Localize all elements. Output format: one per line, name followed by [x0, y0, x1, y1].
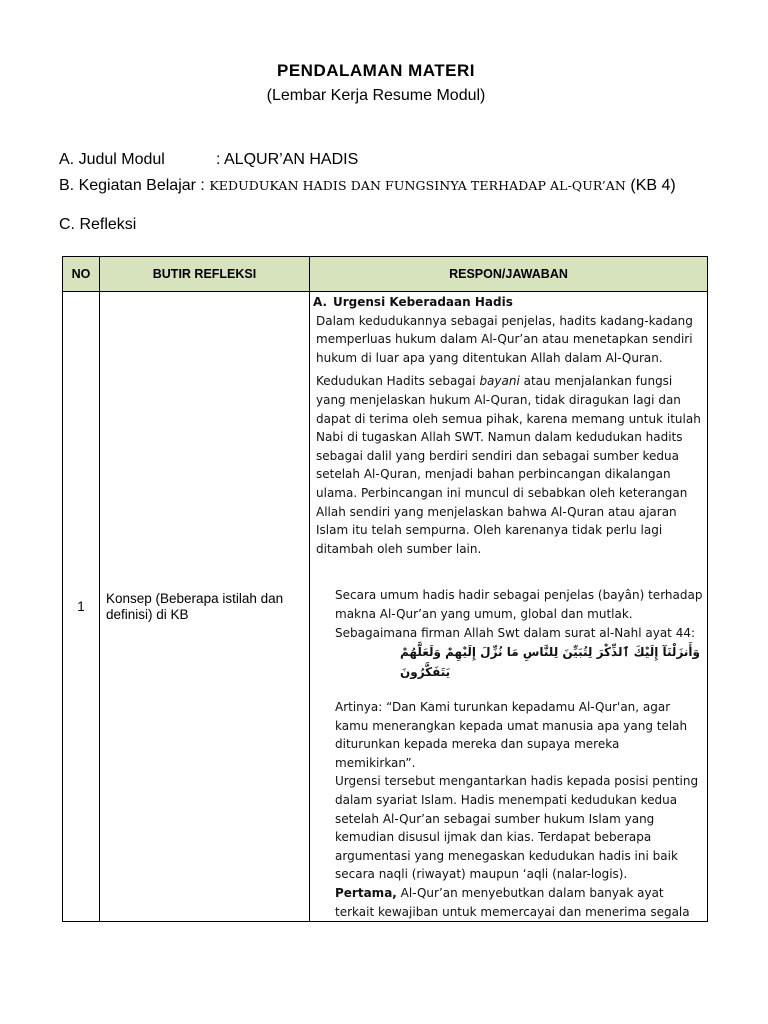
- paragraph-4: Artinya: “Dan Kami turunkan kepadamu Al-Qur'an, agar kamu menerangkan kepada umat manusia apa yang telah diturunkan kepada mereka dan supaya mereka memikirkan”.: [335, 700, 688, 770]
- header-respon: RESPON/JAWABAN: [310, 257, 708, 292]
- section-heading-letter: A.: [313, 295, 328, 309]
- paragraph-6: Pertama, Al-Qur’an menyebutkan dalam banyak ayat terkait kewajiban untuk memercayai dan menerima segala: [335, 886, 690, 919]
- header-no: NO: [63, 257, 100, 292]
- arabic-verse: وَأَنزَلْنَآ إِلَيْكَ ٱلذِّكْرَ لِتُبَيِّنَ لِلنَّاسِ مَا نُزِّلَ إِلَيْهِمْ وَلَعَلَّهُمْ يَتَفَكَّرُونَ: [400, 645, 700, 680]
- paragraph-2: Kedudukan Hadits sebagai bayani atau menjalankan fungsi yang menjelaskan hukum Al-Quran, tidak diragukan lagi dan dapat di terima oleh semua pihak, karena memang untuk itulah Nabi di tugaskan Allah SWT. Namun dalam kedudukan hadits sebagai dalil yang berdiri sendiri dan sebagai sumber kedua setelah Al-Quran, menjadi bahan perbincangan dikalangan ulama. Perbincangan ini muncul di sebabkan oleh keterangan Allah sendiri yang menjelaskan bahwa Al-Quran atau ajaran Islam itu telah sempurna. Oleh karenanya tidak perlu lagi ditambah oleh sumber lain.: [316, 374, 701, 556]
- row-butir: Konsep (Beberapa istilah dan definisi) di KB: [100, 292, 310, 922]
- table-header-row: [63, 257, 708, 292]
- paragraph-3: Secara umum hadis hadir sebagai penjelas (bayân) terhadap makna Al-Qur’an yang umum, global dan mutlak. Sebagaimana firman Allah Swt dalam surat al-Nahl ayat 44:: [335, 588, 703, 640]
- module-title-label: A. Judul Modul: [59, 151, 165, 168]
- learning-activity-value: KEDUDUKAN HADIS DAN FUNGSINYA TERHADAP AL-QUR’AN: [209, 178, 626, 193]
- paragraph-5: Urgensi tersebut mengantarkan hadis kepada posisi penting dalam syariat Islam. Hadis menempati kedudukan kedua setelah Al-Qur’an sebagai sumber hukum Islam yang kemudian disusul ijmak dan kias. Terdapat beberapa argumentasi yang menegaskan kedudukan hadis ini baik secara naqli (riwayat) maupun ‘aqli (nalar-logis).: [335, 774, 699, 882]
- section-heading-text: Urgensi Keberadaan Hadis: [333, 295, 513, 309]
- table-row: [63, 292, 708, 922]
- section-heading: [310, 292, 707, 312]
- reflection-label: C. Refleksi: [59, 216, 137, 233]
- learning-activity-line: [59, 177, 676, 195]
- reflection-table: [62, 256, 708, 922]
- module-title-value: : ALQUR’AN HADIS: [216, 151, 359, 168]
- learning-activity-label: B. Kegiatan Belajar :: [59, 177, 205, 194]
- paragraph-1: Dalam kedudukannya sebagai penjelas, hadits kadang-kadang memperluas hukum dalam Al-Qur’an atau menetapkan sendiri hukum di luar apa yang ditentukan Allah dalam Al-Quran.: [316, 313, 693, 365]
- document-title: PENDALAMAN MATERI: [276, 61, 475, 80]
- header-butir: BUTIR REFLEKSI: [100, 257, 310, 292]
- learning-activity-suffix: (KB 4): [630, 177, 676, 194]
- document-subtitle: (Lembar Kerja Resume Modul): [266, 87, 486, 104]
- row-response: [310, 292, 708, 922]
- module-title-line: [59, 151, 358, 169]
- row-number: 1: [63, 292, 100, 922]
